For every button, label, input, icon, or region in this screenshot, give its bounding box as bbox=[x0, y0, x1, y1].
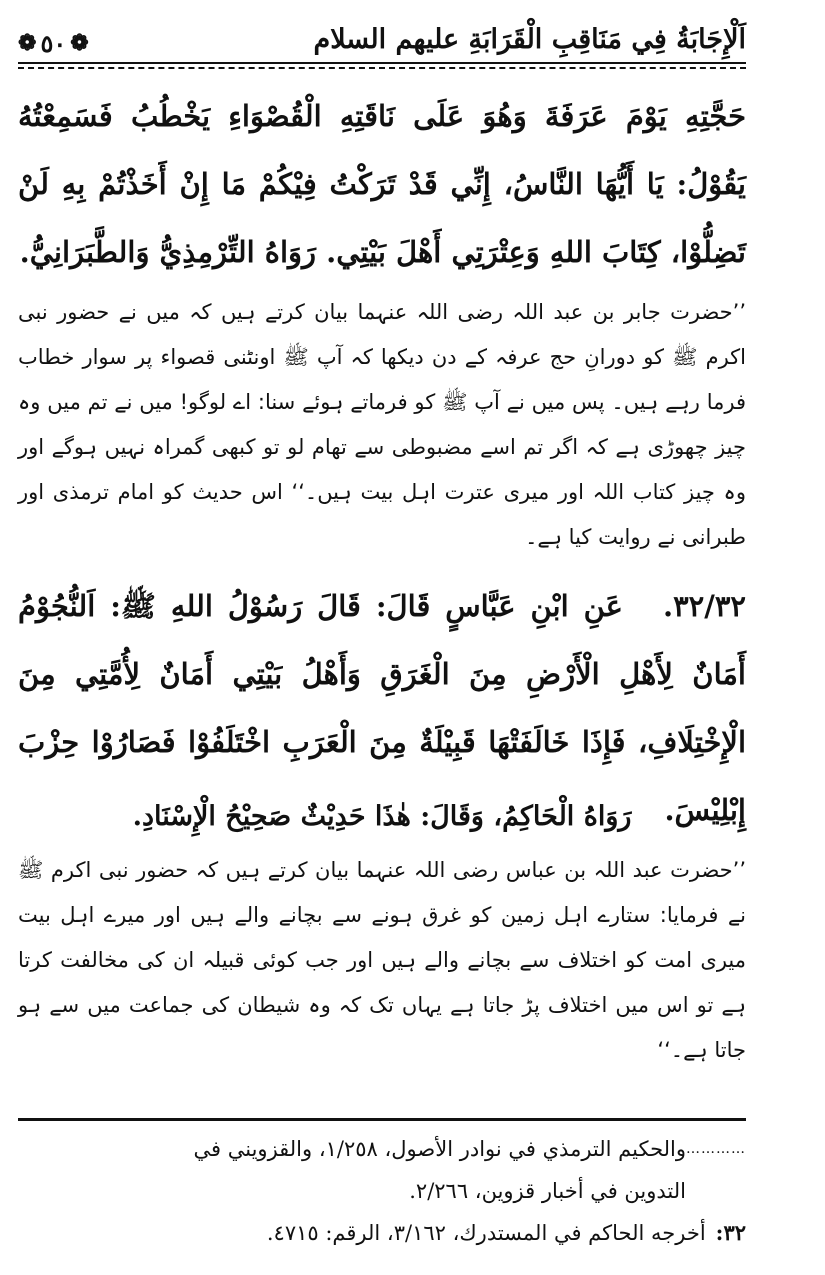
hadith-32-narration: رَوَاهُ الْحَاكِمُ، وَقَالَ: هٰذَا حَدِيْثٌ صَحِيْحُ الْإِسْنَادِ. bbox=[132, 801, 632, 832]
header-rule bbox=[18, 62, 746, 64]
page-number: ٥٠ bbox=[40, 28, 67, 58]
footnotes bbox=[18, 1128, 746, 1254]
urdu-translation-2: ’’حضرت عبد اللہ بن عباس رضی اللہ عنہما بیان کرتے ہیں کہ حضور نبی اکرم ﷺ نے فرمایا: ستارے اہل زمین کو غرق ہونے سے بچانے والے ہیں اور میرے اہل بیت میری امت کو اختلاف سے بچانے والے ہیں اور جب کوئی قبیلہ ان کی مخالفت کرتا ہے تو اس میں اختلاف پڑ جاتا ہے یہاں تک کہ وہ شیطان کی جماعت میں سے ہو جاتا ہے۔‘‘ bbox=[18, 858, 746, 1062]
running-title: اَلْإِجَابَةُ فِي مَنَاقِبِ الْقَرَابَةِ علیهم السلام bbox=[313, 24, 746, 55]
arabic-text-1: حَجَّتِهِ يَوْمَ عَرَفَةَ وَهُوَ عَلَى نَاقَتِهِ الْقُصْوَاءِ يَخْطُبُ فَسَمِعْتُهُ يَقُوْلُ: يَا أَيُّهَا النَّاسُ، إِنِّي قَدْ تَرَكْتُ فِيْكُمْ مَا إِنْ أَخَذْتُمْ بِهِ لَنْ تَضِلُّوْا، كِتَابَ اللهِ وَعِتْرَتِي أَهْلَ بَيْتِي. رَوَاهُ التِّرْمِذِيُّ وَالطَّبَرَانِيُّ. bbox=[18, 99, 746, 269]
hadith-32-text: عَنِ ابْنِ عَبَّاسٍ قَالَ: قَالَ رَسُوْلُ اللهِ ﷺ: اَلنُّجُوْمُ أَمَانٌ لِأَهْلِ الْأَرْضِ مِنَ الْغَرَقِ وَأَهْلُ بَيْتِي أَمَانٌ لِأُمَّتِي مِنَ الْإِخْتِلَافِ، فَإِذَا خَالَفَتْهَا قَبِيْلَةٌ مِنَ الْعَرَبِ اخْتَلَفُوْا فَصَارُوْا حِزْبَ إِبْلِيْسَ. bbox=[18, 589, 746, 827]
ornament-right-icon: ❁ bbox=[70, 30, 89, 56]
urdu-translation-1: ’’حضرت جابر بن عبد اللہ رضی اللہ عنہما بیان کرتے ہیں کہ میں نے حضور نبی اکرم ﷺ کو دورانِ حج عرفہ کے دن دیکھا کہ آپ ﷺ اونٹنی قصواء پر سوار خطاب فرما رہے ہیں۔ پس میں نے آپ ﷺ کو فرماتے ہوئے سنا: اے لوگو! میں نے تم میں وہ چیز چھوڑی ہے کہ اگر تم اسے مضبوطی سے تھام لو تو کبھی گمراہ نہیں ہوگے اور وہ چیز کتاب اللہ اور میری عترت اہل بیت ہیں۔‘‘ اس حدیث کو امام ترمذی اور طبرانی نے روایت کیا ہے۔ bbox=[18, 300, 746, 549]
page-number-badge bbox=[18, 26, 89, 60]
footnote-32-text: أخرجه الحاكم في المستدرك، ٣/١٦٢، الرقم: ٤٧١٥. bbox=[266, 1221, 706, 1245]
footnote-rule bbox=[18, 1118, 746, 1121]
footnote-continuation-line-1: والحكيم الترمذي في نوادر الأصول، ١/٢٥٨، والقزويني في bbox=[193, 1137, 686, 1161]
footnote-32 bbox=[18, 1212, 746, 1254]
footnote-continuation-line-2: التدوين في أخبار قزوين، ٢/٢٦٦. bbox=[409, 1179, 686, 1203]
ornament-left-icon: ❁ bbox=[18, 30, 37, 56]
footnote-number: ٣٢: bbox=[715, 1220, 746, 1245]
continuation-dots: ………… bbox=[686, 1141, 746, 1157]
hadith-number: ٣٢/٣٢. bbox=[662, 589, 746, 623]
header-dashed-rule bbox=[18, 67, 746, 69]
